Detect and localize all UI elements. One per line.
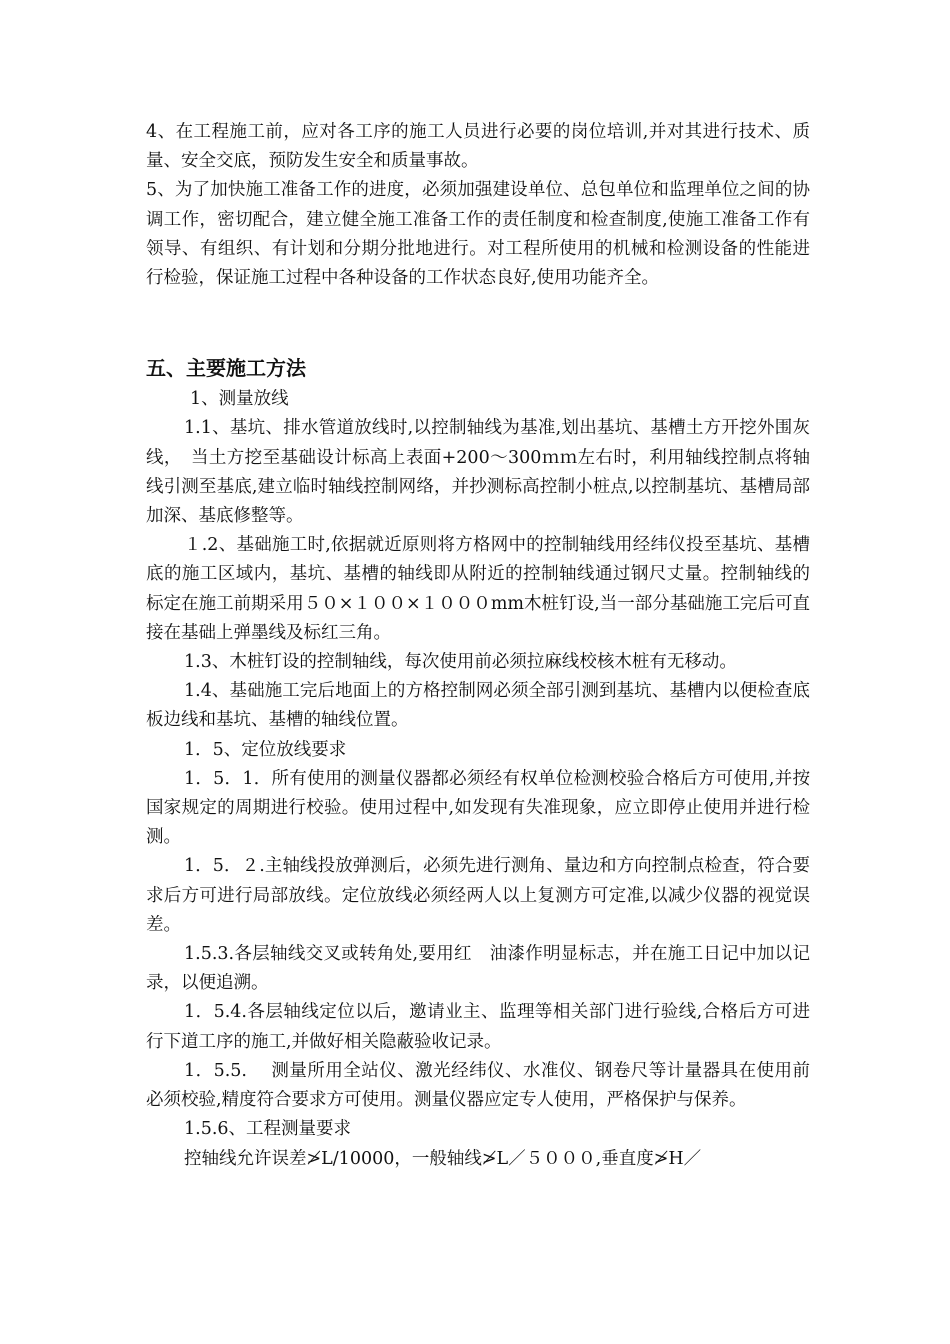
paragraph-1-3: 1.3、木桩钉设的控制轴线，每次使用前必须拉麻线校核木桩有无移动。 [184, 652, 737, 673]
paragraph-1-4: 1.4、基础施工完后地面上的方格控制网必须全部引测到基坑、基槽内以便检查底板边线和基坑、基槽的轴线位置。 [146, 681, 810, 731]
paragraph-1-5-2: 1．5．２.主轴线投放弹测后，必须先进行测角、量边和方向控制点检查，符合要求后方可进行局部放线。定位放线必须经两人以上复测方可定准,以减少仪器的视觉误差。 [146, 856, 810, 935]
paragraph-1-5-3: 1.5.3.各层轴线交叉或转角处,要用红 油漆作明显标志，并在施工日记中加以记录，以便追溯。 [146, 944, 810, 994]
paragraph-1-5: 1．5、定位放线要求 [184, 739, 347, 760]
subheading-survey: 1、测量放线 [190, 389, 289, 410]
section-heading: 五、主要施工方法 [146, 356, 306, 381]
paragraph-1-2: １.2、基础施工时,依据就近原则将方格网中的控制轴线用经纬仪投至基坑、基槽底的施工区域内，基坑、基槽的轴线即从附近的控制轴线通过钢尺丈量。控制轴线的标定在施工前期采用５０×１００×１０００mm木桩钉设,当一部分基础施工完后可直接在基础上弹墨线及标红三角。 [146, 535, 810, 643]
document-body [146, 118, 810, 1174]
paragraph-1-5-6: 1.5.6、工程测量要求 [184, 1119, 352, 1140]
paragraph-1-5-1: 1．5．1．所有使用的测量仪器都必须经有权单位检测校验合格后方可使用,并按国家规定的周期进行校验。使用过程中,如发现有失准现象，应立即停止使用并进行检测。 [146, 768, 810, 848]
paragraph-1-5-5: 1．5.5. 测量所用全站仪、激光经纬仪、水准仪、钢卷尺等计量器具在使用前必须校验,精度符合要求方可使用。测量仪器应定专人使用，严格保护与保养。 [146, 1060, 810, 1111]
paragraph-1-1: 1.1、基坑、排水管道放线时,以控制轴线为基准,划出基坑、基槽土方开挖外围灰线， 当土方挖至基础设计标高上表面+200～300ｍｍ左右时，利用轴线控制点将轴线引测至基底,建立临时轴线控制网络，并抄测标高控制小桩点,以控制基坑、基槽局部加深、基底修整等。 [146, 418, 810, 527]
paragraph-1-5-4: 1．5.4.各层轴线定位以后，邀请业主、监理等相关部门进行验线,合格后方可进行下道工序的施工,并做好相关隐蔽验收记录。 [146, 1002, 810, 1052]
paragraph-item-4: 4、在工程施工前，应对各工序的施工人员进行必要的岗位培训,并对其进行技术、质量、安全交底，预防发生安全和质量事故。 [146, 122, 810, 172]
paragraph-item-5: 5、为了加快施工准备工作的进度，必须加强建设单位、总包单位和监理单位之间的协调工作，密切配合，建立健全施工准备工作的责任制度和检查制度,使施工准备工作有领导、有组织、有计划和分期分批地进行。对工程所使用的机械和检测设备的性能进行检验，保证施工过程中各种设备的工作状态良好,使用功能齐全。 [146, 180, 810, 289]
section-spacer [146, 293, 810, 351]
paragraph-tolerance: 控轴线允许误差≯L/10000，一般轴线≯L／５０００,垂直度≯H／ [184, 1148, 702, 1169]
